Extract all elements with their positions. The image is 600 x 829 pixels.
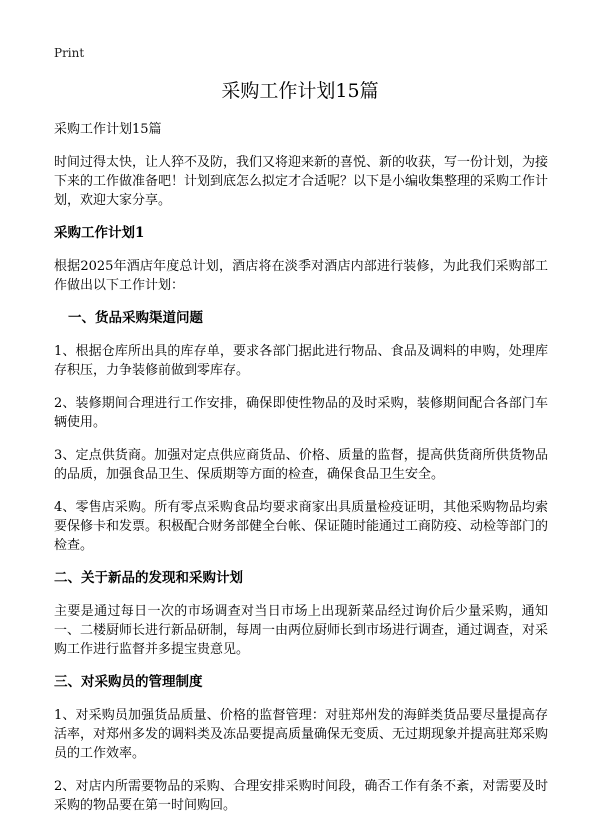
intro-paragraph: 时间过得太快，让人猝不及防，我们又将迎来新的喜悦、新的收获，写一份计划，为接下来的工作做准备吧！计划到底怎么拟定才合适呢？以下是小编收集整理的采购工作计划，欢迎大家分享。	[54, 155, 549, 208]
section-intro-paragraph: 根据2025年酒店年度总计划，酒店将在淡季对酒店内部进行装修，为此我们采购部工作做出以下工作计划：	[54, 259, 548, 293]
print-link[interactable]: Print	[54, 46, 85, 60]
document-body	[54, 120, 548, 829]
body-paragraph: 主要是通过每日一次的市场调查对当日市场上出现新菜品经过询价后少量采购，通知一、二楼厨师长进行新品研制，每周一由两位厨师长到市场进行调查，通过调查，对采购工作进行监督并多提宝贵意见。	[54, 604, 549, 657]
document-subtitle: 采购工作计划15篇	[54, 122, 162, 137]
list-item: 1、对采购员加强货品质量、价格的监督管理：对驻郑州发的海鲜类货品要尽量提高存活率，对郑州多发的调料类及冻品要提高质量确保无变质、无过期现象并提高驻郑采购员的工作效率。	[54, 708, 549, 761]
part-heading: 三、对采购员的管理制度	[54, 674, 203, 690]
list-item: 4、零售店采购。所有零点采购食品均要求商家出具质量检疫证明，其他采购物品均索要保修卡和发票。积极配合财务部健全台帐、保证随时能通过工商防疫、动检等部门的检查。	[54, 500, 549, 553]
page-title: 采购工作计划15篇	[221, 80, 379, 102]
list-item: 3、定点供货商。加强对定点供应商货品、价格、质量的监督，提高供货商所供货物品的品质，加强食品卫生、保质期等方面的检查，确保食品卫生安全。	[54, 448, 548, 482]
list-item: 1、根据仓库所出具的库存单，要求各部门据此进行物品、食品及调料的申购，处理库存积压，力争装修前做到零库存。	[54, 344, 548, 378]
list-item: 2、对店内所需要物品的采购、合理安排采购时间段，确否工作有条不紊，对需要及时采购的物品要在第一时间购回。	[54, 779, 548, 813]
section-heading: 采购工作计划1	[54, 225, 145, 241]
part-heading: 二、关于新品的发现和采购计划	[54, 570, 243, 586]
list-item: 2、装修期间合理进行工作安排，确保即使性物品的及时采购，装修期间配合各部门车辆使用。	[54, 396, 548, 430]
part-heading: 一、货品采购渠道问题	[68, 310, 203, 326]
